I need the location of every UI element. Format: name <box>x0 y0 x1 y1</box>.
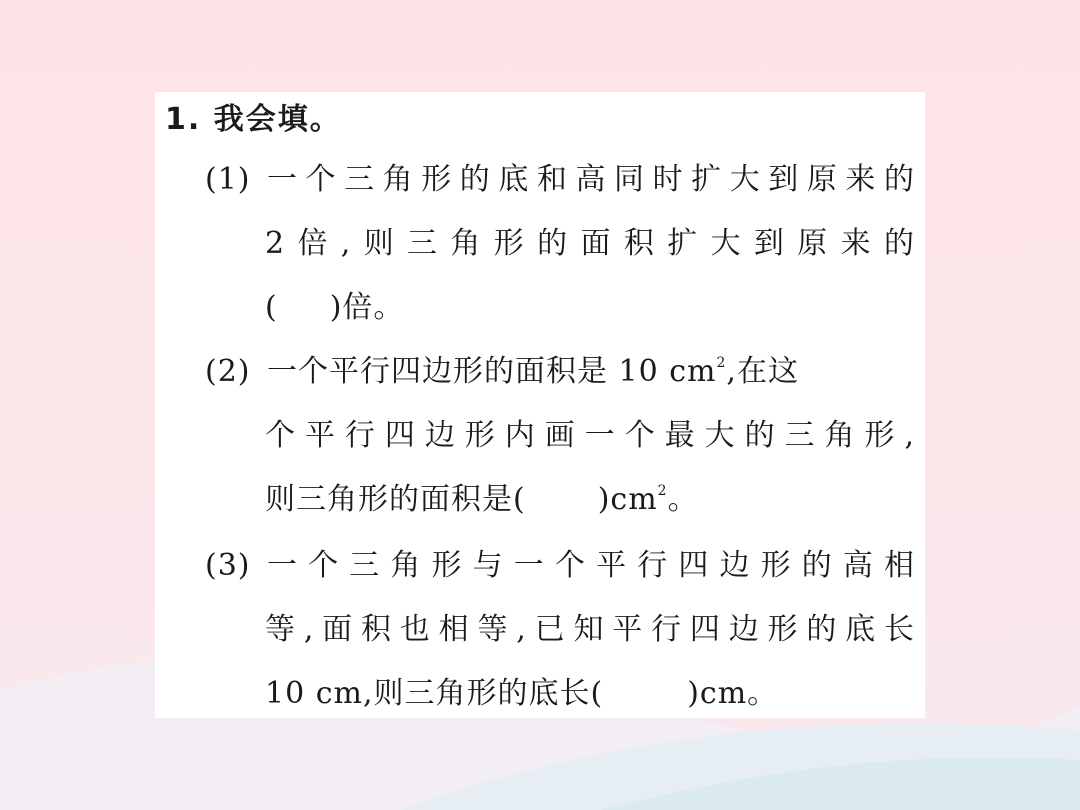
q2-line-1-tail: ,在这 <box>726 354 799 389</box>
section-heading: 1. 我会填。 <box>165 102 342 137</box>
q2-unit: )cm <box>597 482 658 517</box>
q3-line-1: 一个三角形与一个平行四边形的高相 <box>267 548 915 583</box>
q1-line-3 <box>265 286 404 330</box>
q1-line-1: 一个三角形的底和高同时扩大到原来的 <box>267 162 915 197</box>
question-number-3: (3) <box>205 548 251 583</box>
q2-line-3-end: 。 <box>667 482 699 517</box>
q3-line-2: 等,面积也相等,已知平行四边形的底长 <box>265 612 915 647</box>
q2-line-1-text: 一个平行四边形的面积是 10 cm <box>267 354 717 389</box>
q2-line-1 <box>267 350 799 394</box>
q2-line-1-superscript: 2 <box>716 355 727 371</box>
q2-line-2: 个平行四边形内画一个最大的三角形, <box>265 418 915 453</box>
q2-line-3 <box>265 478 699 522</box>
q2-line-3-text: 则三角形的面积是( <box>265 482 526 517</box>
question-card <box>155 92 925 718</box>
q3-line-3-text: 10 cm,则三角形的底长( <box>265 676 604 711</box>
q1-blank-close: )倍。 <box>329 290 405 325</box>
q2-unit-superscript: 2 <box>657 483 668 499</box>
q1-blank-open: ( <box>265 290 278 325</box>
q3-unit: )cm。 <box>687 676 779 711</box>
q1-line-2: 2倍,则三角形的面积扩大到原来的 <box>265 226 915 261</box>
q3-line-3 <box>265 672 778 716</box>
question-number-1: (1) <box>205 162 251 197</box>
question-number-2: (2) <box>205 354 251 389</box>
